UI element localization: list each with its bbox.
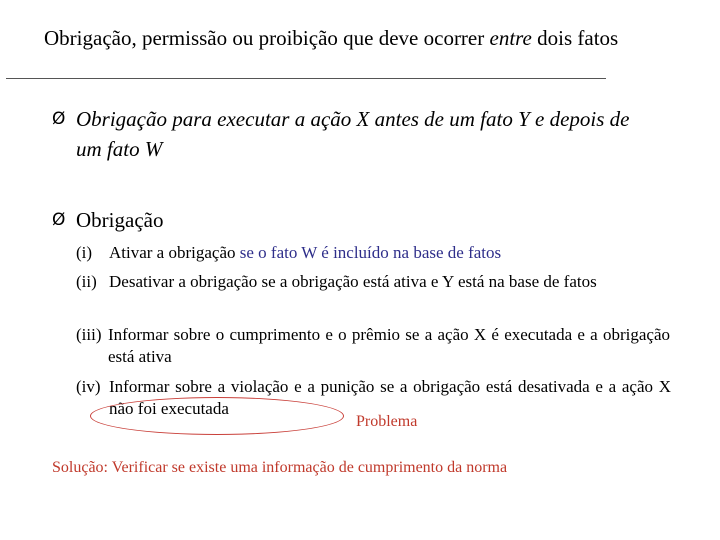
sub-item-number: (ii) <box>76 272 97 291</box>
title-prefix: Obrigação, permissão ou proibição que deve ocorrer <box>44 26 490 50</box>
problem-highlight-ellipse <box>90 397 344 435</box>
title-underline <box>6 78 606 79</box>
problem-annotation: Problema <box>356 413 418 430</box>
sub-item-number: (iii) <box>76 325 102 344</box>
sub-item-text: Informar sobre o cumprimento e o prêmio se a ação X é executada e a obrigação está ativa <box>108 325 670 366</box>
sub-item-text: Desativar a obrigação se a obrigação está ativa e Y está na base de fatos <box>109 272 597 291</box>
sub-item-number: (iv) <box>76 377 101 396</box>
sub-item-text: Informar sobre a violação e a punição se a obrigação está desativada e a ação X não foi executada <box>109 377 671 418</box>
sub-item-text <box>109 242 676 264</box>
sub-item-text-plain: Ativar a obrigação <box>109 243 240 262</box>
bullet-obligation: Obrigação <box>76 208 164 232</box>
title-emphasis: entre <box>489 26 532 50</box>
solution-annotation: Solução: Verificar se existe uma informação de cumprimento da norma <box>52 459 508 476</box>
arrow-bullet-icon: Ø <box>52 109 66 129</box>
arrow-bullet-icon: Ø <box>52 210 66 230</box>
slide-title <box>44 24 684 52</box>
sub-item-condition: se o fato W é incluído na base de fatos <box>239 243 502 262</box>
title-suffix: dois fatos <box>531 26 619 50</box>
bullet-obligation-before-after: Obrigação para executar a ação X antes de um fato Y e depois de um fato W <box>76 107 630 161</box>
sub-item-number: (i) <box>76 243 93 262</box>
